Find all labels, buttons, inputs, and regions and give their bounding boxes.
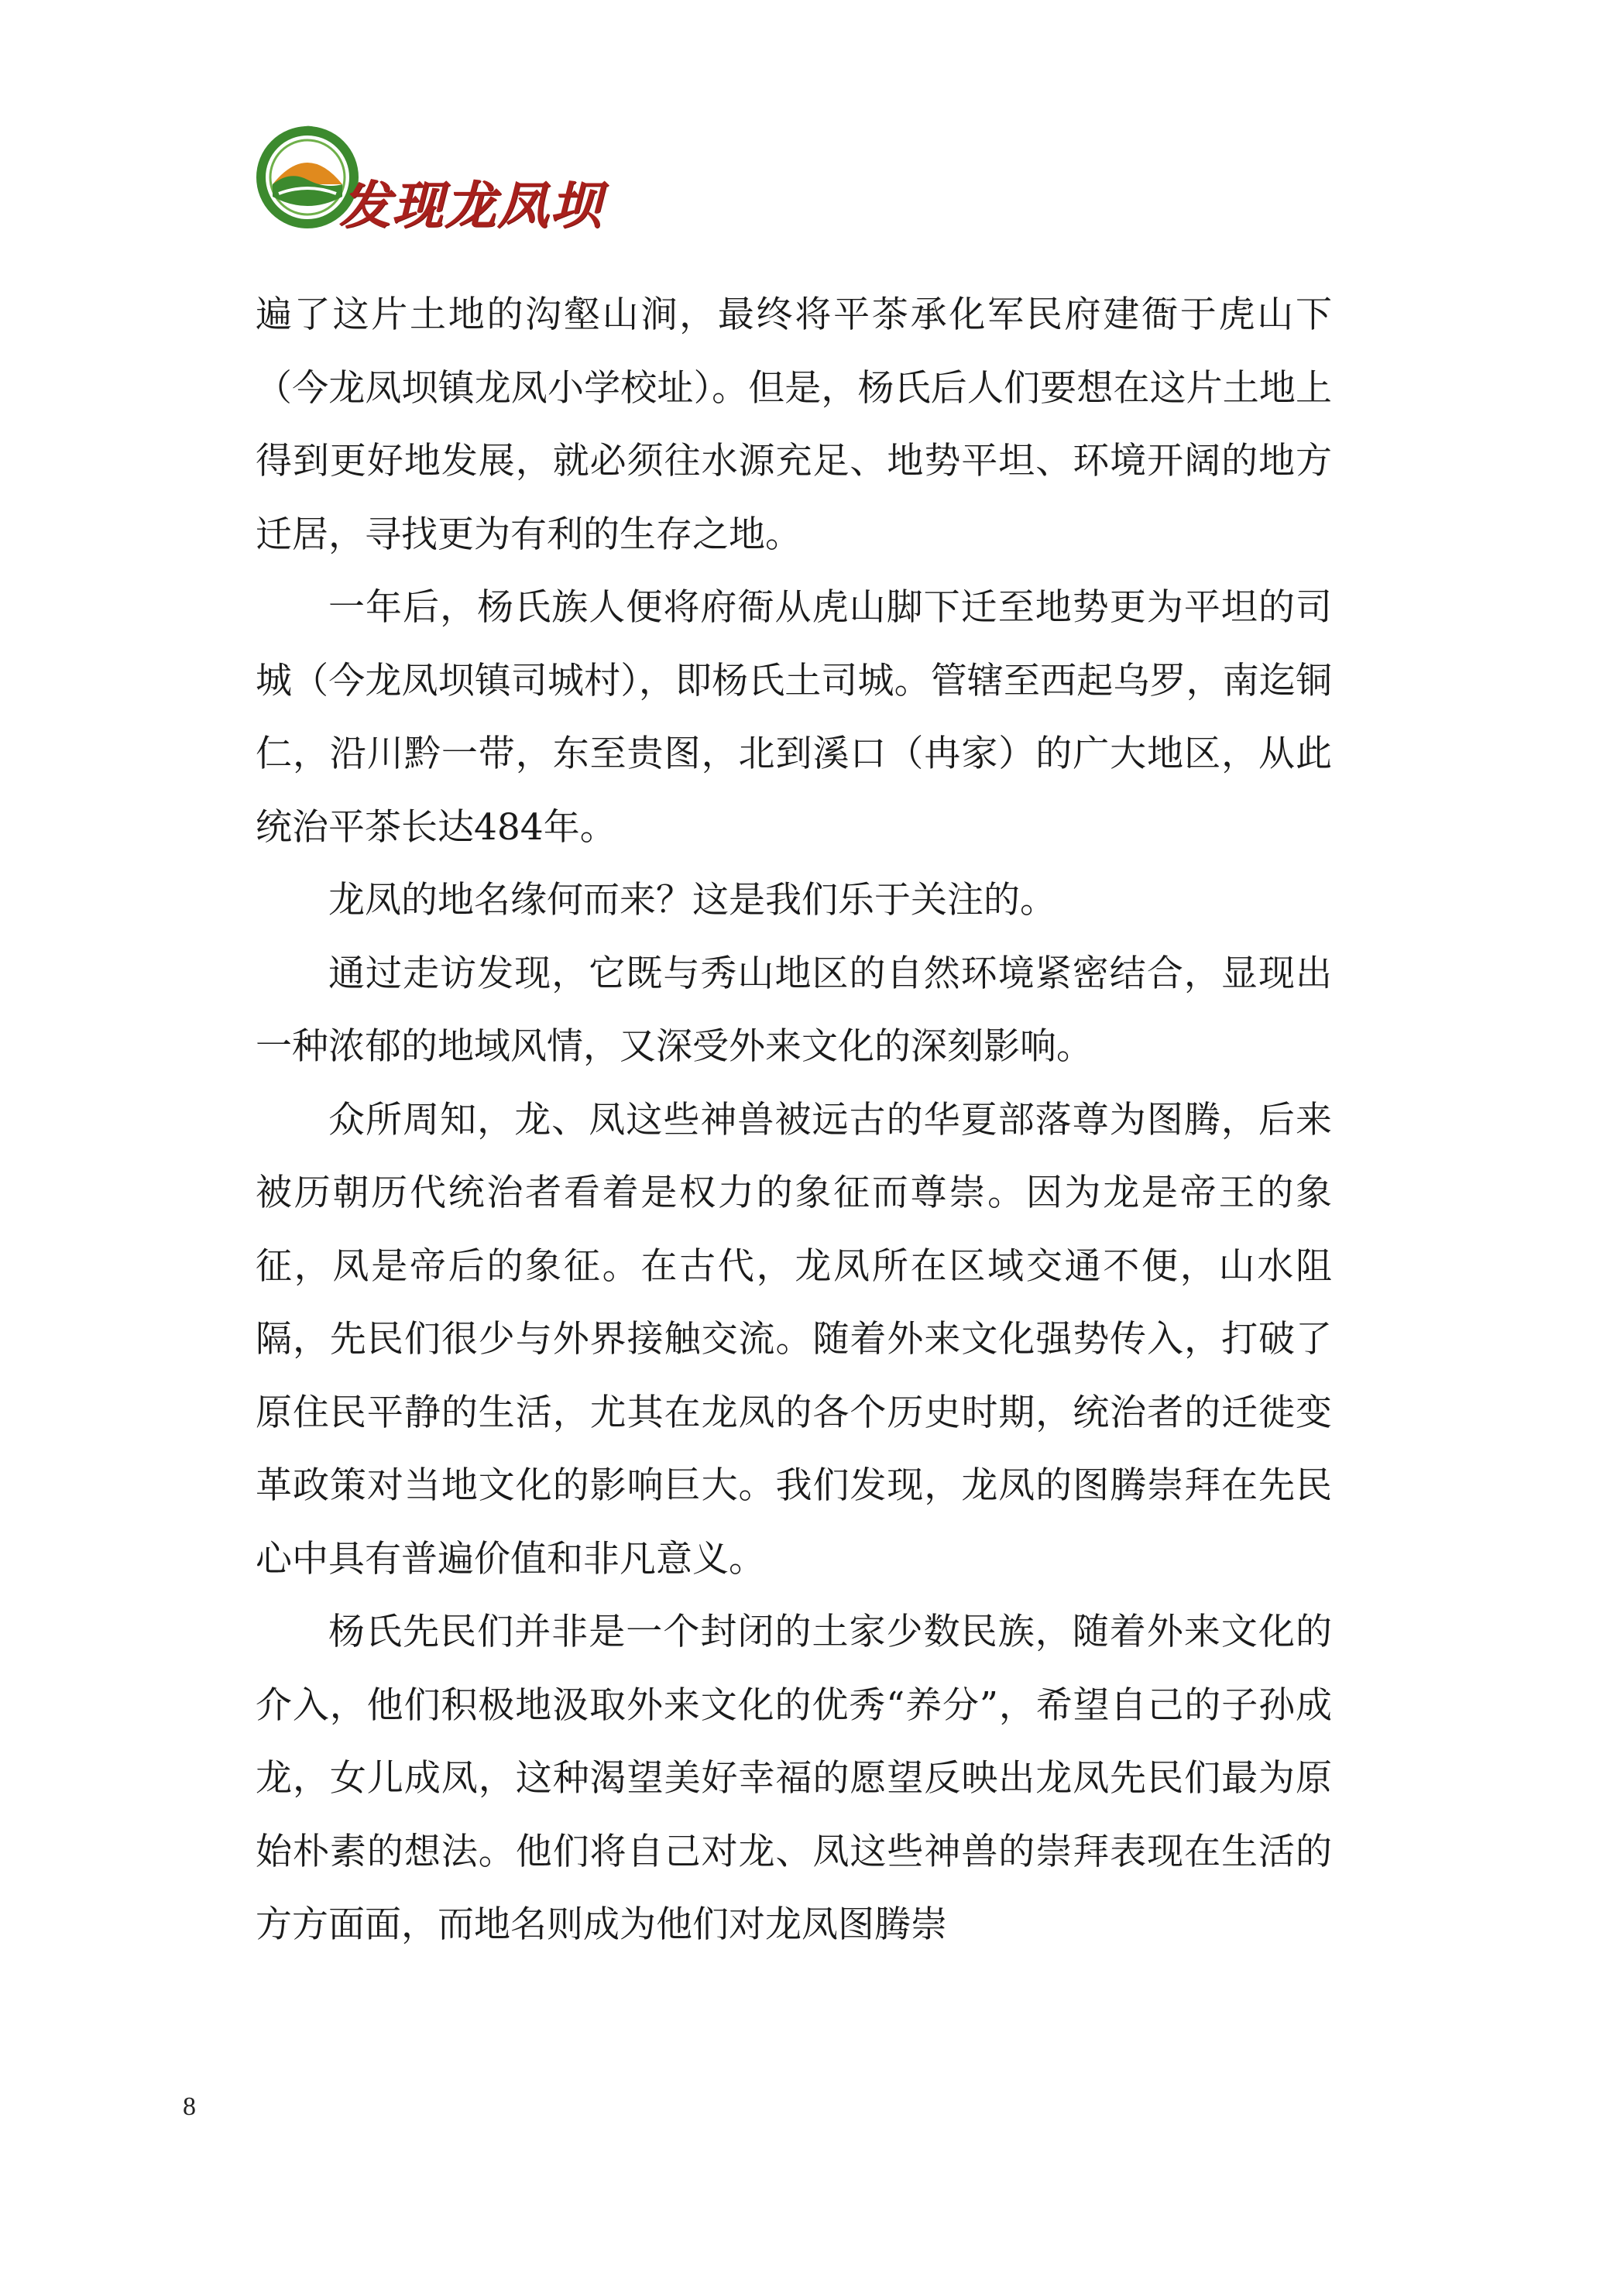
paragraph-4: 通过走访发现，它既与秀山地区的自然环境紧密结合，显现出一种浓郁的地域风情，又深受外来文化的深刻影响。 [256, 952, 1332, 1068]
page-number: 8 [183, 2092, 196, 2121]
paragraph-6: 杨氏先民们并非是一个封闭的土家少数民族，随着外来文化的介入，他们积极地汲取外来文化的优秀“养分”，希望自己的子孙成龙，女儿成凤，这种渴望美好幸福的愿望反映出龙凤先民们最为原始朴素的想法。他们将自己对龙、凤这些神兽的崇拜表现在生活的方方面面，而地名则成为他们对龙凤图腾崇 [256, 1611, 1332, 1946]
paragraph-2: 一年后，杨氏族人便将府衙从虎山脚下迁至地势更为平坦的司城（今龙凤坝镇司城村），即杨氏土司城。管辖至西起乌罗，南迄铜仁，沿川黔一带，东至贵图，北到溪口（冉家）的广大地区，从此统治平茶长达484年。 [256, 586, 1332, 849]
article-body [256, 279, 1332, 1962]
paragraph-5: 众所周知，龙、凤这些神兽被远古的华夏部落尊为图腾，后来被历朝历代统治者看着是权力的象征而尊崇。因为龙是帝王的象征，凤是帝后的象征。在古代，龙凤所在区域交通不便，山水阻隔，先民们很少与外界接触交流。随着外来文化强势传入，打破了原住民平静的生活，尤其在龙凤的各个历史时期，统治者的迁徙变革政策对当地文化的影响巨大。我们发现，龙凤的图腾崇拜在先民心中具有普遍价值和非凡意义。 [256, 1098, 1332, 1580]
paragraph-3: 龙凤的地名缘何而来？这是我们乐于关注的。 [328, 879, 1056, 921]
logo-title: 发现龙凤坝 [339, 175, 602, 235]
paragraph-1: 遍了这片土地的沟壑山涧，最终将平茶承化军民府建衙于虎山下（今龙凤坝镇龙凤小学校址）。但是，杨氏后人们要想在这片土地上得到更好地发展，就必须往水源充足、地势平坦、环境开阔的地方迁居，寻找更为有利的生存之地。 [256, 293, 1332, 556]
page-header [256, 116, 612, 240]
